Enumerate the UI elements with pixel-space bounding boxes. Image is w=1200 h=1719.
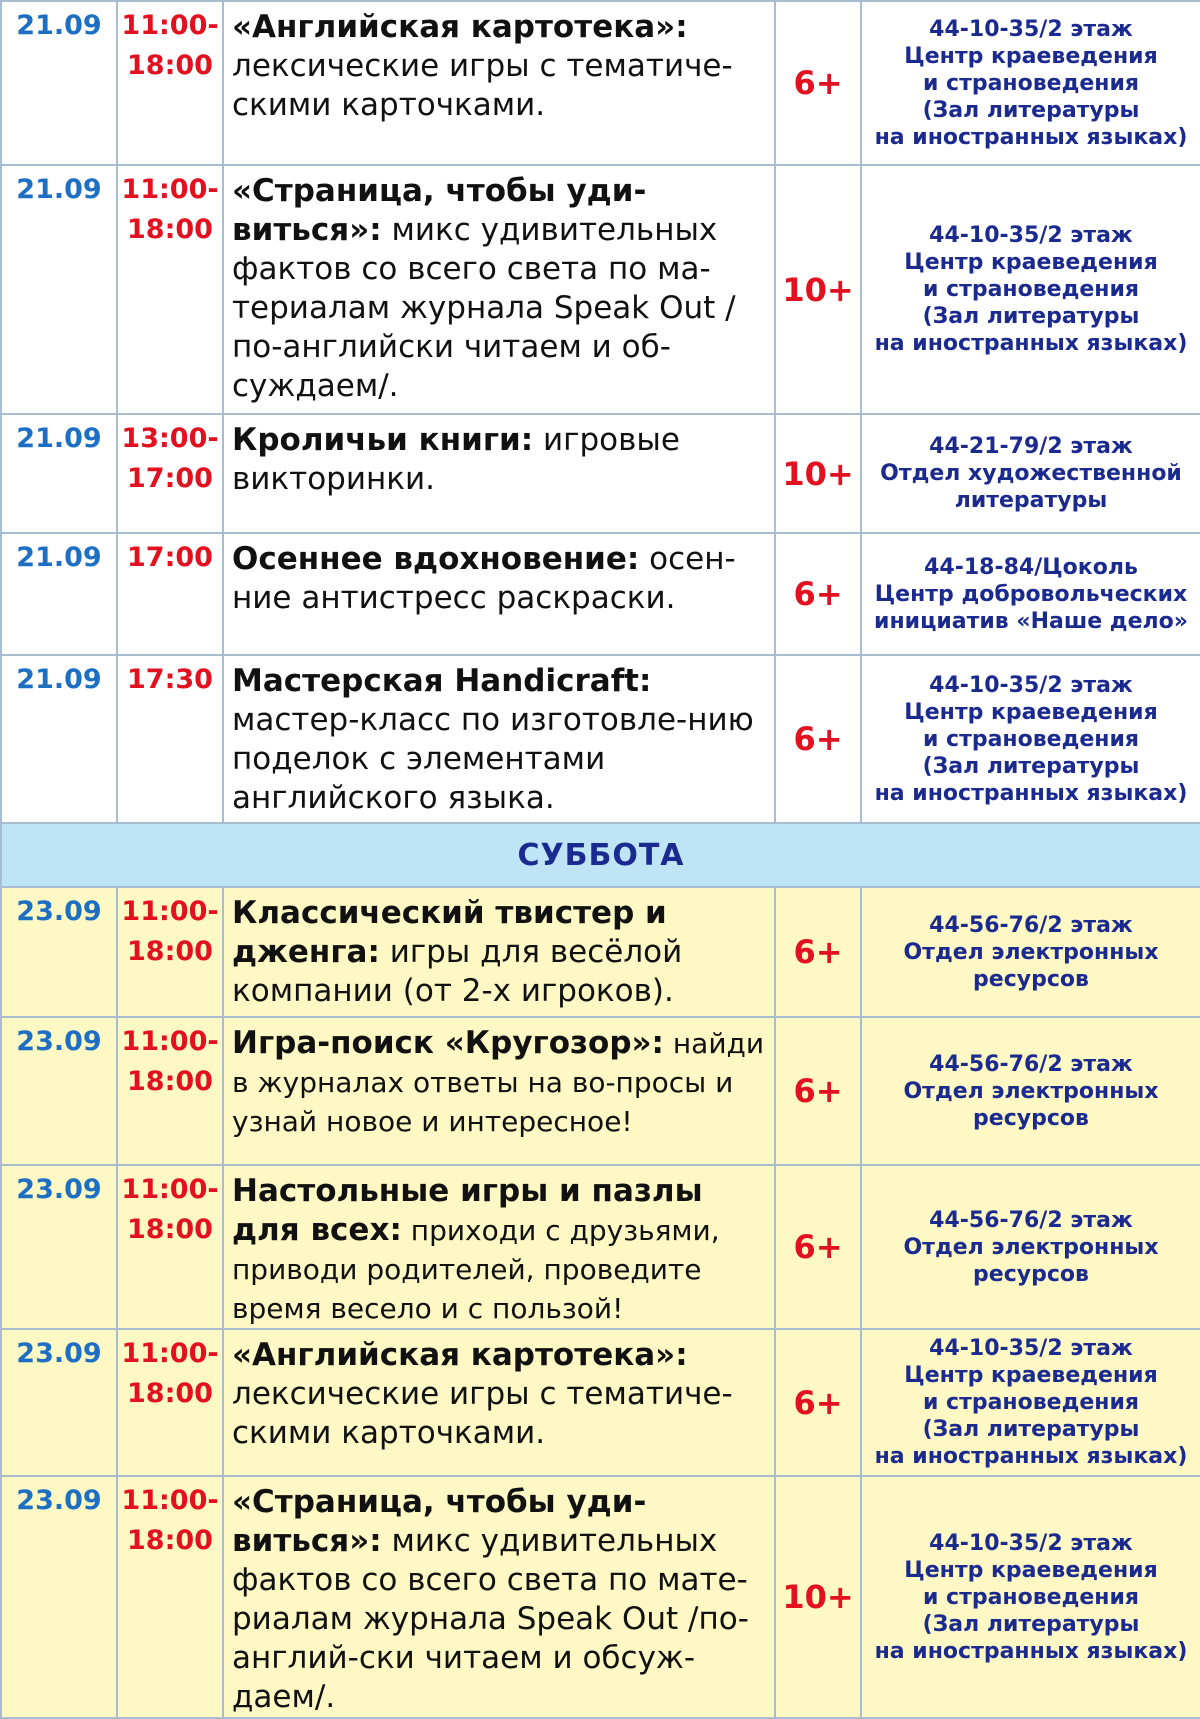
event-description — [223, 1165, 775, 1329]
event-time: 11:00- 18:00 — [117, 1165, 223, 1329]
event-date: 21.09 — [1, 533, 117, 655]
event-date: 21.09 — [1, 414, 117, 533]
event-row — [1, 1165, 1200, 1329]
event-location: 44-10-35/2 этаж Центр краеведения и страноведения (Зал литературы на иностранных языках) — [861, 655, 1200, 823]
event-title: Игра-поиск «Кругозор»: — [232, 1025, 664, 1061]
event-location: 44-56-76/2 этаж Отдел электронных ресурсов — [861, 887, 1200, 1017]
event-date: 23.09 — [1, 1329, 117, 1476]
event-time: 11:00- 18:00 — [117, 1017, 223, 1165]
event-description — [223, 533, 775, 655]
event-title: «Страница, чтобы уди-виться»: — [232, 1484, 647, 1559]
age-rating: 6+ — [775, 1017, 861, 1165]
event-date: 23.09 — [1, 887, 117, 1017]
event-description — [223, 1, 775, 165]
event-description — [223, 1329, 775, 1476]
event-title: Мастерская Handicraft: — [232, 663, 652, 699]
event-location: 44-56-76/2 этаж Отдел электронных ресурсов — [861, 1165, 1200, 1329]
event-row — [1, 1, 1200, 165]
event-description — [223, 1017, 775, 1165]
event-text: приходи с друзьями, приводи родителей, проведите время весело и с пользой! — [232, 1214, 720, 1325]
event-text: микс удивительных фактов со всего света по мате-риалам журнала Speak Out /по-англий-ски читаем и обсуж-даем/. — [232, 1523, 749, 1715]
event-row — [1, 533, 1200, 655]
event-date: 21.09 — [1, 165, 117, 414]
event-time: 17:00 — [117, 533, 223, 655]
age-rating: 6+ — [775, 655, 861, 823]
event-location: 44-18-84/Цоколь Центр добровольческих инициатив «Наше дело» — [861, 533, 1200, 655]
event-time: 11:00- 18:00 — [117, 165, 223, 414]
event-title: «Английская картотека»: — [232, 9, 688, 45]
event-title: «Английская картотека»: — [232, 1337, 688, 1373]
event-date: 21.09 — [1, 655, 117, 823]
event-time: 17:30 — [117, 655, 223, 823]
event-date: 21.09 — [1, 1, 117, 165]
event-location: 44-56-76/2 этаж Отдел электронных ресурсов — [861, 1017, 1200, 1165]
event-row — [1, 887, 1200, 1017]
age-rating: 10+ — [775, 1476, 861, 1718]
event-text: найди в журналах ответы на во-просы и узнай новое и интересное! — [232, 1027, 765, 1138]
event-time: 11:00- 18:00 — [117, 1329, 223, 1476]
age-rating: 6+ — [775, 1165, 861, 1329]
event-text: мастер-класс по изготовле-нию поделок с элементами английского языка. — [232, 702, 754, 816]
event-text: лексические игры с тематиче-скими карточками. — [232, 48, 733, 123]
event-time: 11:00- 18:00 — [117, 1, 223, 165]
event-title: Осеннее вдохновение: — [232, 541, 640, 577]
event-time: 11:00- 18:00 — [117, 1476, 223, 1718]
event-description — [223, 655, 775, 823]
event-title: Классический твистер и дженга: — [232, 895, 667, 970]
event-date: 23.09 — [1, 1476, 117, 1718]
event-time: 13:00- 17:00 — [117, 414, 223, 533]
event-row — [1, 414, 1200, 533]
event-text: игровые викторинки. — [232, 422, 680, 497]
event-row — [1, 655, 1200, 823]
age-rating: 6+ — [775, 533, 861, 655]
event-title: Кроличьи книги: — [232, 422, 534, 458]
age-rating: 10+ — [775, 165, 861, 414]
event-location: 44-21-79/2 этаж Отдел художественной литературы — [861, 414, 1200, 533]
event-location: 44-10-35/2 этаж Центр краеведения и страноведения (Зал литературы на иностранных языках) — [861, 1329, 1200, 1476]
event-title: «Страница, чтобы уди-виться»: — [232, 173, 647, 248]
event-text: лексические игры с тематиче-скими карточками. — [232, 1376, 733, 1451]
event-text: микс удивительных фактов со всего света по ма-териалам журнала Speak Out /по-английски читаем и об-суждаем/. — [232, 212, 736, 404]
event-text: игры для весёлой компании (от 2-х игроков). — [232, 934, 683, 1009]
event-location: 44-10-35/2 этаж Центр краеведения и страноведения (Зал литературы на иностранных языках) — [861, 1476, 1200, 1718]
event-description — [223, 887, 775, 1017]
event-description — [223, 414, 775, 533]
event-date: 23.09 — [1, 1017, 117, 1165]
day-header-row — [1, 823, 1200, 887]
event-row — [1, 165, 1200, 414]
event-location: 44-10-35/2 этаж Центр краеведения и страноведения (Зал литературы на иностранных языках) — [861, 1, 1200, 165]
event-row — [1, 1476, 1200, 1718]
age-rating: 6+ — [775, 887, 861, 1017]
event-title: Настольные игры и пазлы для всех: — [232, 1173, 703, 1248]
event-row — [1, 1329, 1200, 1476]
event-description — [223, 165, 775, 414]
event-date: 23.09 — [1, 1165, 117, 1329]
event-description — [223, 1476, 775, 1718]
age-rating: 6+ — [775, 1329, 861, 1476]
age-rating: 10+ — [775, 414, 861, 533]
event-text: осен-ние антистресс раскраски. — [232, 541, 736, 616]
event-time: 11:00- 18:00 — [117, 887, 223, 1017]
day-header: СУББОТА — [1, 823, 1200, 887]
event-row — [1, 1017, 1200, 1165]
age-rating: 6+ — [775, 1, 861, 165]
event-location: 44-10-35/2 этаж Центр краеведения и страноведения (Зал литературы на иностранных языках) — [861, 165, 1200, 414]
